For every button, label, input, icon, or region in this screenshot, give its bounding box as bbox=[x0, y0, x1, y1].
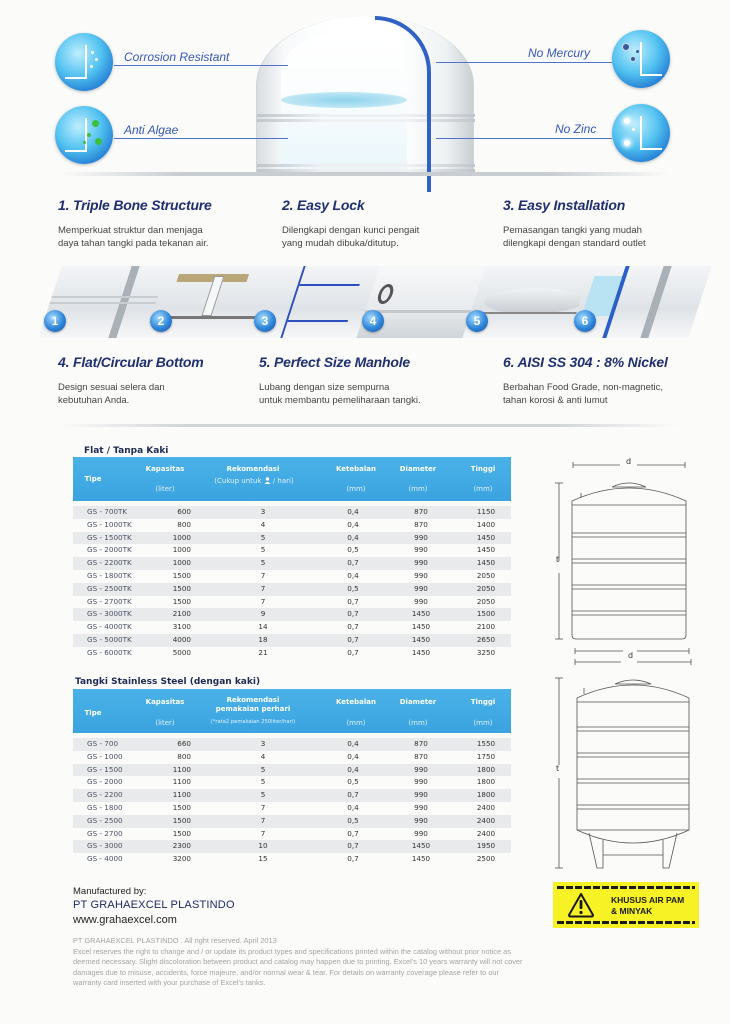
cell-kapasitas: 1500 bbox=[172, 802, 191, 812]
col-header-kapasitas-unit: (liter) bbox=[155, 485, 175, 493]
cell-tinggi: 1550 bbox=[476, 739, 496, 748]
feature-title: 1. Triple Bone Structure bbox=[58, 197, 212, 213]
warning-line: KHUSUS AIR PAM bbox=[611, 895, 685, 905]
cell-ketebalan: 0,7 bbox=[347, 558, 359, 568]
water-surface bbox=[281, 92, 407, 108]
feature-description bbox=[282, 224, 419, 250]
cell-kapasitas: 1000 bbox=[172, 558, 191, 568]
cell-ketebalan: 0,7 bbox=[347, 854, 359, 864]
cell-tipe: GS - 2000TK bbox=[87, 545, 132, 555]
copyright-notice bbox=[73, 936, 523, 989]
photo-badge-6: 6 bbox=[574, 310, 596, 332]
table-row bbox=[73, 789, 511, 802]
feature-connector-line bbox=[114, 65, 288, 66]
cell-tipe: GS - 2500TK bbox=[87, 583, 132, 593]
table-row bbox=[73, 802, 511, 815]
feature-description-line: dilengkapi dengan standard outlet bbox=[503, 238, 646, 249]
cell-tipe: GS - 6000TK bbox=[87, 647, 132, 657]
photo-badge-1: 1 bbox=[44, 310, 66, 332]
feature-description-line: Dilengkapi dengan kunci pengait bbox=[282, 225, 420, 236]
warning-line: & MINYAK bbox=[611, 906, 653, 916]
cell-ketebalan: 0,4 bbox=[347, 764, 359, 774]
table-legs-title: Tangki Stainless Steel (dengan kaki) bbox=[75, 677, 261, 687]
dimension-t-label: t bbox=[556, 555, 560, 564]
cell-diameter: 1450 bbox=[411, 841, 431, 851]
cell-ketebalan: 0,7 bbox=[347, 841, 359, 851]
hazard-stripe bbox=[557, 921, 695, 924]
cell-tipe: GS - 700TK bbox=[87, 507, 128, 516]
table-row bbox=[73, 776, 511, 789]
table-row bbox=[73, 840, 511, 853]
table-row bbox=[73, 853, 511, 866]
cell-rekomendasi: 7 bbox=[260, 828, 266, 838]
tank-outline bbox=[577, 685, 689, 843]
cell-tinggi: 2400 bbox=[476, 828, 496, 838]
cell-rekomendasi: 4 bbox=[260, 519, 266, 529]
table-row bbox=[73, 634, 511, 647]
cell-kapasitas: 600 bbox=[177, 507, 191, 516]
photo-badge-5: 5 bbox=[466, 310, 488, 332]
feature-title: 4. Flat/Circular Bottom bbox=[58, 354, 204, 370]
col-header-kapasitas-unit: (liter) bbox=[155, 719, 175, 727]
disclaimer-text: Excel reserves the right to change and / or update its product types and specifications printed within the catalog without prior notice as deemed necessary. Slight discoloration between product and catalog may happen due to printing. Excel's 10 years warranty will not cover damages due to misuse, accidents, force majeure, and/or normal wear & tear. For details on warranty coverage please refer to our warranty card inserted with your purchase of Excel's tanks. bbox=[73, 946, 523, 987]
cell-tinggi: 2500 bbox=[476, 854, 496, 864]
cell-rekomendasi: 7 bbox=[260, 583, 266, 593]
cell-rekomendasi: 5 bbox=[260, 764, 266, 774]
company-website-link[interactable]: www.grahaexcel.com bbox=[73, 914, 177, 926]
cell-tipe: GS - 2500 bbox=[87, 815, 123, 825]
cell-tipe: GS - 1500 bbox=[87, 764, 123, 774]
cell-rekomendasi: 5 bbox=[260, 545, 266, 555]
feature-description-line: Pemasangan tangki yang mudah bbox=[503, 225, 642, 236]
cell-kapasitas: 1100 bbox=[172, 790, 191, 800]
cell-ketebalan: 0,5 bbox=[347, 545, 359, 555]
copyright-line: PT GRAHAEXCEL PLASTINDO . All right reserved. April 2013 bbox=[73, 936, 277, 945]
cell-kapasitas: 1500 bbox=[172, 815, 191, 825]
cell-diameter: 1450 bbox=[411, 622, 431, 632]
tank-leg bbox=[663, 833, 677, 868]
cell-rekomendasi: 7 bbox=[260, 815, 266, 825]
col-header-rekomendasi: Rekomendasi bbox=[226, 696, 280, 704]
table-row bbox=[73, 608, 511, 621]
cell-rekomendasi: 14 bbox=[258, 622, 268, 632]
table-row bbox=[73, 751, 511, 764]
table-row bbox=[73, 815, 511, 828]
cell-tinggi: 1950 bbox=[476, 841, 496, 851]
cell-rekomendasi: 3 bbox=[260, 507, 266, 516]
table-flat-body bbox=[73, 506, 511, 660]
col-header-rekomendasi: Rekomendasi bbox=[226, 465, 280, 473]
warning-badge bbox=[553, 882, 699, 928]
cell-ketebalan: 0,4 bbox=[347, 570, 359, 580]
tank-lid bbox=[612, 483, 646, 487]
col-header-tipe: Tipe bbox=[84, 709, 102, 717]
cell-tinggi: 1150 bbox=[476, 507, 496, 516]
cell-ketebalan: 0,7 bbox=[347, 828, 359, 838]
feature-description-line: Memperkuat struktur dan menjaga bbox=[58, 225, 203, 236]
cell-diameter: 1450 bbox=[411, 609, 431, 619]
company-name: PT GRAHAEXCEL PLASTINDO bbox=[73, 899, 235, 911]
feature-description bbox=[503, 224, 646, 250]
cell-diameter: 990 bbox=[414, 545, 428, 555]
warning-icon bbox=[567, 892, 595, 918]
cell-rekomendasi: 5 bbox=[260, 558, 266, 568]
table-flat bbox=[73, 457, 511, 660]
feature-connector-line bbox=[436, 138, 612, 139]
cell-diameter: 990 bbox=[414, 596, 428, 606]
section-divider bbox=[60, 424, 680, 427]
cell-tinggi: 1800 bbox=[476, 764, 496, 774]
cell-tinggi: 1800 bbox=[476, 790, 496, 800]
cell-rekomendasi: 4 bbox=[260, 751, 266, 761]
col-header-kapasitas: Kapasitas bbox=[145, 465, 185, 473]
algae-icon bbox=[55, 106, 113, 164]
cell-kapasitas: 1500 bbox=[172, 828, 191, 838]
rekomendasi-sub-text: (Cukup untuk bbox=[214, 477, 262, 485]
col-header-diameter: Diameter bbox=[399, 698, 437, 706]
hero-floor-shadow bbox=[60, 172, 670, 176]
feature-corrosion-resistant: Corrosion Resistant bbox=[124, 50, 230, 64]
cell-tinggi: 1400 bbox=[476, 519, 496, 529]
cell-diameter: 870 bbox=[414, 519, 428, 529]
cell-tinggi: 2050 bbox=[476, 570, 496, 580]
feature-no-zinc: No Zinc bbox=[555, 122, 597, 136]
cell-diameter: 990 bbox=[414, 828, 428, 838]
cell-kapasitas: 800 bbox=[177, 751, 191, 761]
feature-description bbox=[503, 381, 663, 407]
cell-diameter: 990 bbox=[414, 764, 428, 774]
cell-kapasitas: 1500 bbox=[172, 583, 191, 593]
col-header-ketebalan: Ketebalan bbox=[336, 698, 376, 706]
feature-photo-strip bbox=[40, 266, 688, 338]
cell-tinggi: 1500 bbox=[476, 609, 496, 619]
diagram-flat-tank bbox=[545, 455, 725, 655]
cell-tinggi: 2050 bbox=[476, 596, 496, 606]
cell-diameter: 1450 bbox=[411, 854, 431, 864]
warning-text bbox=[611, 895, 684, 917]
mercury-icon bbox=[612, 30, 670, 88]
cell-ketebalan: 0,7 bbox=[347, 647, 359, 657]
col-header-ketebalan: Ketebalan bbox=[336, 465, 376, 473]
cell-kapasitas: 2100 bbox=[172, 609, 191, 619]
table-row bbox=[73, 647, 511, 660]
dimension-d-label: d bbox=[628, 651, 634, 660]
cell-tipe: GS - 5000TK bbox=[87, 634, 132, 644]
cell-tipe: GS - 2700TK bbox=[87, 596, 132, 606]
cell-diameter: 990 bbox=[414, 532, 428, 542]
cell-tipe: GS - 2200TK bbox=[87, 558, 132, 568]
cell-kapasitas: 1500 bbox=[172, 596, 191, 606]
hazard-stripe bbox=[557, 886, 695, 889]
cell-kapasitas: 3100 bbox=[172, 622, 191, 632]
feature-description-line: yang mudah dibuka/ditutup. bbox=[282, 238, 399, 249]
cell-tipe: GS - 1800TK bbox=[87, 570, 132, 580]
tank-blue-seam bbox=[375, 16, 431, 82]
cell-tinggi: 2650 bbox=[476, 634, 496, 644]
photo-badge-3: 3 bbox=[254, 310, 276, 332]
table-row bbox=[73, 532, 511, 545]
cell-tipe: GS - 2000 bbox=[87, 777, 123, 787]
photo-badge-2: 2 bbox=[150, 310, 172, 332]
table-legs bbox=[73, 689, 511, 866]
cell-ketebalan: 0,4 bbox=[347, 519, 359, 529]
photo-badge-4: 4 bbox=[362, 310, 384, 332]
cell-tipe: GS - 700 bbox=[87, 739, 119, 748]
cell-rekomendasi: 21 bbox=[258, 647, 268, 657]
cell-tinggi: 1800 bbox=[476, 777, 496, 787]
cell-diameter: 870 bbox=[414, 751, 428, 761]
table-legs-body bbox=[73, 738, 511, 866]
zinc-icon bbox=[612, 104, 670, 162]
feature-connector-line bbox=[114, 138, 288, 139]
table-row bbox=[73, 544, 511, 557]
cell-kapasitas: 1000 bbox=[172, 545, 191, 555]
cell-diameter: 990 bbox=[414, 570, 428, 580]
cell-ketebalan: 0,7 bbox=[347, 634, 359, 644]
col-header-tinggi: Tinggi bbox=[470, 698, 496, 706]
cell-ketebalan: 0,4 bbox=[347, 739, 359, 748]
cell-kapasitas: 1100 bbox=[172, 777, 191, 787]
cell-rekomendasi: 9 bbox=[260, 609, 266, 619]
cell-diameter: 990 bbox=[414, 802, 428, 812]
cell-tipe: GS - 1000 bbox=[87, 751, 123, 761]
feature-description bbox=[58, 224, 209, 250]
table-row bbox=[73, 596, 511, 609]
cell-ketebalan: 0,5 bbox=[347, 815, 359, 825]
feature-description-line: Berbahan Food Grade, non-magnetic, bbox=[503, 382, 664, 393]
cell-tinggi: 1750 bbox=[476, 751, 496, 761]
cell-kapasitas: 1000 bbox=[172, 532, 191, 542]
cell-tinggi: 2400 bbox=[476, 802, 496, 812]
cell-kapasitas: 1100 bbox=[172, 764, 191, 774]
table-row bbox=[73, 738, 511, 751]
diagram-legs-tank bbox=[545, 650, 725, 875]
cell-kapasitas: 660 bbox=[177, 739, 191, 748]
feature-description-line: tahan korosi & anti lumut bbox=[503, 395, 608, 406]
feature-anti-algae: Anti Algae bbox=[124, 123, 179, 137]
cell-diameter: 870 bbox=[414, 507, 428, 516]
feature-title: 5. Perfect Size Manhole bbox=[259, 354, 411, 370]
cell-tipe: GS - 4000TK bbox=[87, 622, 132, 632]
cell-tipe: GS - 3000 bbox=[87, 841, 123, 851]
table-row bbox=[73, 621, 511, 634]
cell-diameter: 990 bbox=[414, 815, 428, 825]
table-header bbox=[73, 457, 511, 501]
cell-kapasitas: 2300 bbox=[172, 841, 191, 851]
table-header bbox=[73, 689, 511, 733]
cell-tipe: GS - 1000TK bbox=[87, 519, 132, 529]
feature-description bbox=[58, 381, 165, 407]
cell-ketebalan: 0,7 bbox=[347, 609, 359, 619]
table-row bbox=[73, 557, 511, 570]
feature-description-line: Design sesuai selera dan bbox=[58, 382, 165, 393]
feature-description-line: daya tahan tangki pada tekanan air. bbox=[58, 238, 209, 249]
cell-ketebalan: 0,7 bbox=[347, 622, 359, 632]
cell-rekomendasi: 10 bbox=[258, 841, 268, 851]
col-header-diameter: Diameter bbox=[399, 465, 437, 473]
person-icon bbox=[264, 477, 271, 484]
cell-ketebalan: 0,7 bbox=[347, 596, 359, 606]
cell-ketebalan: 0,4 bbox=[347, 507, 359, 516]
cell-tinggi: 2050 bbox=[476, 583, 496, 593]
manufactured-by-label: Manufactured by: bbox=[73, 886, 147, 897]
cell-tipe: GS - 1800 bbox=[87, 802, 123, 812]
cell-ketebalan: 0,4 bbox=[347, 802, 359, 812]
cell-diameter: 990 bbox=[414, 777, 428, 787]
table-flat-title: Flat / Tanpa Kaki bbox=[84, 446, 169, 456]
col-header-tinggi-unit: (mm) bbox=[473, 719, 493, 727]
cell-tipe: GS - 4000 bbox=[87, 854, 123, 864]
cell-rekomendasi: 7 bbox=[260, 802, 266, 812]
tank-ring bbox=[257, 119, 475, 122]
tank-leg bbox=[589, 833, 603, 868]
hero-section bbox=[0, 0, 730, 175]
table-row bbox=[73, 764, 511, 777]
dimension-d-label: d bbox=[626, 457, 632, 466]
cell-tipe: GS - 1500TK bbox=[87, 532, 132, 542]
cell-tinggi: 1450 bbox=[476, 532, 496, 542]
corrosion-icon bbox=[55, 33, 113, 91]
cell-kapasitas: 4000 bbox=[172, 634, 191, 644]
cell-rekomendasi: 5 bbox=[260, 790, 266, 800]
cell-diameter: 1450 bbox=[411, 634, 431, 644]
col-header-rekomendasi-sub bbox=[189, 477, 319, 485]
cell-diameter: 1450 bbox=[411, 647, 431, 657]
cell-diameter: 990 bbox=[414, 583, 428, 593]
cell-tipe: GS - 2200 bbox=[87, 790, 123, 800]
feature-title: 3. Easy Installation bbox=[503, 197, 626, 213]
cell-rekomendasi: 7 bbox=[260, 596, 266, 606]
rekomendasi-sub-text: / hari) bbox=[272, 477, 294, 485]
col-header-ketebalan-unit: (mm) bbox=[346, 719, 366, 727]
cell-ketebalan: 0,5 bbox=[347, 777, 359, 787]
table-row bbox=[73, 583, 511, 596]
feature-description-line: Lubang dengan size sempurna bbox=[259, 382, 390, 393]
cell-rekomendasi: 15 bbox=[258, 854, 268, 864]
cell-tinggi: 1450 bbox=[476, 558, 496, 568]
cell-rekomendasi: 5 bbox=[260, 532, 266, 542]
tank-ring bbox=[257, 164, 475, 167]
tank-illustration bbox=[256, 16, 474, 176]
cell-ketebalan: 0,4 bbox=[347, 532, 359, 542]
feature-description-line: kebutuhan Anda. bbox=[58, 395, 130, 406]
cell-kapasitas: 3200 bbox=[172, 854, 191, 864]
table-row bbox=[73, 570, 511, 583]
cell-diameter: 990 bbox=[414, 790, 428, 800]
table-row bbox=[73, 506, 511, 519]
cell-tinggi: 2100 bbox=[476, 622, 496, 632]
cell-tinggi: 2400 bbox=[476, 815, 496, 825]
feature-no-mercury: No Mercury bbox=[528, 46, 591, 60]
col-header-tinggi: Tinggi bbox=[470, 465, 496, 473]
cell-kapasitas: 800 bbox=[177, 519, 191, 529]
col-header-diameter-unit: (mm) bbox=[408, 719, 428, 727]
cell-rekomendasi: 7 bbox=[260, 570, 266, 580]
cell-tipe: GS - 2700 bbox=[87, 828, 123, 838]
table-row bbox=[73, 519, 511, 532]
feature-description-line: untuk membantu pemeliharaan tangki. bbox=[259, 395, 421, 406]
col-header-rekomendasi-line2: pemakaian perhari bbox=[215, 705, 291, 713]
tank-outline bbox=[572, 488, 686, 639]
dimension-t-label: t bbox=[556, 764, 560, 773]
cell-rekomendasi: 3 bbox=[260, 739, 266, 748]
feature-title: 6. AISI SS 304 : 8% Nickel bbox=[503, 354, 668, 370]
cell-diameter: 990 bbox=[414, 558, 428, 568]
cell-tinggi: 3250 bbox=[476, 647, 496, 657]
cell-ketebalan: 0,4 bbox=[347, 751, 359, 761]
cell-rekomendasi: 5 bbox=[260, 777, 266, 787]
feature-description bbox=[259, 381, 421, 407]
col-header-ketebalan-unit: (mm) bbox=[346, 485, 366, 493]
cell-kapasitas: 5000 bbox=[172, 647, 191, 657]
feature-connector-line bbox=[436, 62, 612, 63]
cell-kapasitas: 1500 bbox=[172, 570, 191, 580]
tank-lid bbox=[615, 680, 651, 684]
col-header-kapasitas: Kapasitas bbox=[145, 698, 185, 706]
col-header-rekomendasi-note: (*rata2 pemakaian 250liter/hari) bbox=[210, 719, 296, 725]
cell-ketebalan: 0,7 bbox=[347, 790, 359, 800]
cell-tinggi: 1450 bbox=[476, 545, 496, 555]
cell-ketebalan: 0,5 bbox=[347, 583, 359, 593]
cell-diameter: 870 bbox=[414, 739, 428, 748]
table-row bbox=[73, 828, 511, 841]
col-header-diameter-unit: (mm) bbox=[408, 485, 428, 493]
tank-ring bbox=[257, 114, 475, 117]
feature-title: 2. Easy Lock bbox=[282, 197, 365, 213]
col-header-tipe: Tipe bbox=[84, 475, 102, 483]
cell-tipe: GS - 3000TK bbox=[87, 609, 132, 619]
col-header-tinggi-unit: (mm) bbox=[473, 485, 493, 493]
cell-rekomendasi: 18 bbox=[258, 634, 268, 644]
